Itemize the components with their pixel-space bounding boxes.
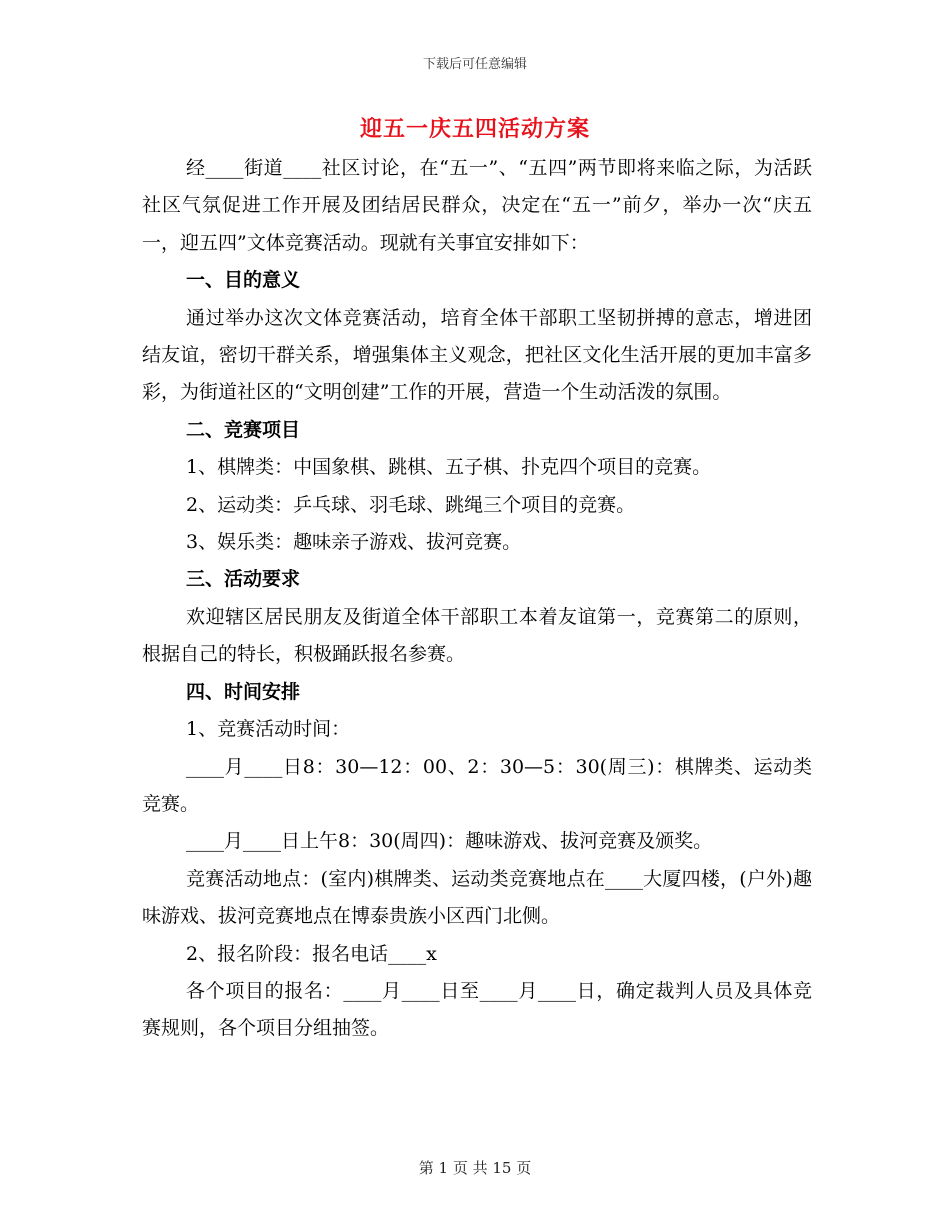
requirements-paragraph: 欢迎辖区居民朋友及街道全体干部职工本着友谊第一，竞赛第二的原则，根据自己的特长，积极踊跃报名参赛。 xyxy=(142,605,812,666)
schedule-item-time: 1、竞赛活动时间： xyxy=(186,718,351,741)
event-item-entertainment: 3、娱乐类：趣味亲子游戏、拔河竞赛。 xyxy=(186,531,522,554)
event-item-sports: 2、运动类：乒乓球、羽毛球、跳绳三个项目的竞赛。 xyxy=(186,493,636,516)
section-heading-schedule: 四、时间安排 xyxy=(186,680,301,703)
page-header-note: 下载后可任意编辑 xyxy=(422,57,527,72)
schedule-day-two: ____月____日上午8：30(周四)：趣味游戏、拔河竞赛及颁奖。 xyxy=(186,830,713,853)
purpose-paragraph: 通过举办这次文体竞赛活动，培育全体干部职工坚韧拼搏的意志，增进团结友谊，密切干群关系，增强集体主义观念，把社区文化生活开展的更加丰富多彩，为街道社区的“文明创建”工作的开展，营造一个生动活泼的氛围。 xyxy=(142,306,812,404)
document-title: 迎五一庆五四活动方案 xyxy=(359,116,590,142)
schedule-registration: 2、报名阶段：报名电话____x xyxy=(186,942,437,965)
event-item-chess: 1、棋牌类：中国象棋、跳棋、五子棋、扑克四个项目的竞赛。 xyxy=(186,456,712,479)
document-body xyxy=(142,150,812,1048)
schedule-location: 竞赛活动地点：(室内)棋牌类、运动类竞赛地点在____大厦四楼，(户外)趣味游戏、拔河竞赛地点在博泰贵族小区西门北侧。 xyxy=(142,867,812,928)
page-number-footer: 第 1 页 共 15 页 xyxy=(418,1159,532,1177)
registration-details: 各个项目的报名：____月____日至____月____日，确定裁判人员及具体竞赛规则，各个项目分组抽签。 xyxy=(142,979,812,1040)
schedule-day-one: ____月____日8：30—12：00、2：30—5：30(周三)：棋牌类、运动类竞赛。 xyxy=(142,755,812,815)
section-heading-requirements: 三、活动要求 xyxy=(186,568,301,591)
intro-paragraph: 经____街道____社区讨论，在“五一”、“五四”两节即将来临之际，为活跃社区气氛促进工作开展及团结居民群众，决定在“五一”前夕，举办一次“庆五一，迎五四”文体竞赛活动。现就有关事宜安排如下： xyxy=(142,157,812,254)
section-heading-events: 二、竞赛项目 xyxy=(186,418,301,441)
section-heading-purpose: 一、目的意义 xyxy=(186,269,301,292)
